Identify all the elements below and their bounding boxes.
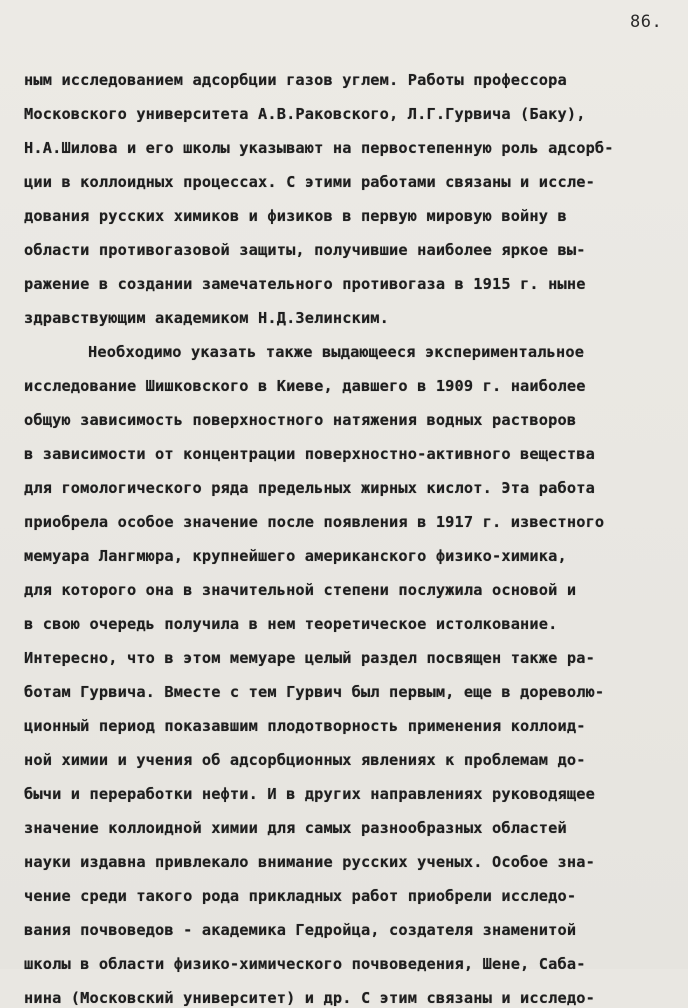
text-line: школы в области физико-химического почвоведения, Шене, Саба-	[24, 955, 586, 973]
text-line: науки издавна привлекало внимание русских ученых. Особое зна-	[24, 853, 595, 871]
text-line: здравствующим академиком Н.Д.Зелинским.	[24, 309, 390, 327]
text-line: дования русских химиков и физиков в первую мировую войну в	[24, 207, 567, 225]
text-line: значение коллоидной химии для самых разнообразных областей	[24, 819, 567, 837]
text-line: для гомологического ряда предельных жирных кислот. Эта работа	[24, 479, 595, 497]
text-line: области противогазовой защиты, получившие наиболее яркое вы-	[24, 241, 586, 259]
text-line: в свою очередь получила в нем теоретическое истолкование.	[24, 615, 558, 633]
text-line: приобрела особое значение после появления в 1917 г. известного	[24, 513, 605, 531]
text-line: Н.А.Шилова и его школы указывают на первостепенную роль адсорб-	[24, 139, 614, 157]
text-line: Интересно, что в этом мемуаре целый раздел посвящен также ра-	[24, 649, 595, 667]
text-line: для которого она в значительной степени послужила основой и	[24, 581, 577, 599]
page-number: 86.	[630, 12, 663, 32]
text-line: общую зависимость поверхностного натяжения водных растворов	[24, 411, 577, 429]
text-line: исследование Шишковского в Киеве, давшего в 1909 г. наиболее	[24, 377, 586, 395]
text-line: мемуара Лангмюра, крупнейшего американского физико-химика,	[24, 547, 567, 565]
text-line: ции в коллоидных процессах. С этими работами связаны и иссле-	[24, 173, 595, 191]
text-line: ражение в создании замечательного противогаза в 1915 г. ныне	[24, 275, 586, 293]
text-line: ной химии и учения об адсорбционных явлениях к проблемам до-	[24, 751, 586, 769]
text-line: ционный период показавшим плодотворность применения коллоид-	[24, 717, 586, 735]
text-line: ным исследованием адсорбции газов углем. Работы профессора	[24, 71, 567, 89]
text-line: вания почвоведов - академика Гедройца, создателя знаменитой	[24, 921, 577, 939]
text-line: чение среди такого рода прикладных работ приобрели исследо-	[24, 887, 577, 905]
body-text	[0, 70, 688, 1007]
text-line: бычи и переработки нефти. И в других направлениях руководящее	[24, 785, 595, 803]
text-line: в зависимости от концентрации поверхностно-активного вещества	[24, 445, 595, 463]
text-line: ботам Гурвича. Вместе с тем Гурвич был первым, еще в дореволю-	[24, 683, 605, 701]
text-line: нина (Московский университет) и др. С этим связаны и исследо-	[24, 989, 595, 1007]
text-line: Московского университета А.В.Раковского, Л.Г.Гурвича (Баку),	[24, 105, 586, 123]
text-line: Необходимо указать также выдающееся экспериментальное	[88, 343, 585, 361]
